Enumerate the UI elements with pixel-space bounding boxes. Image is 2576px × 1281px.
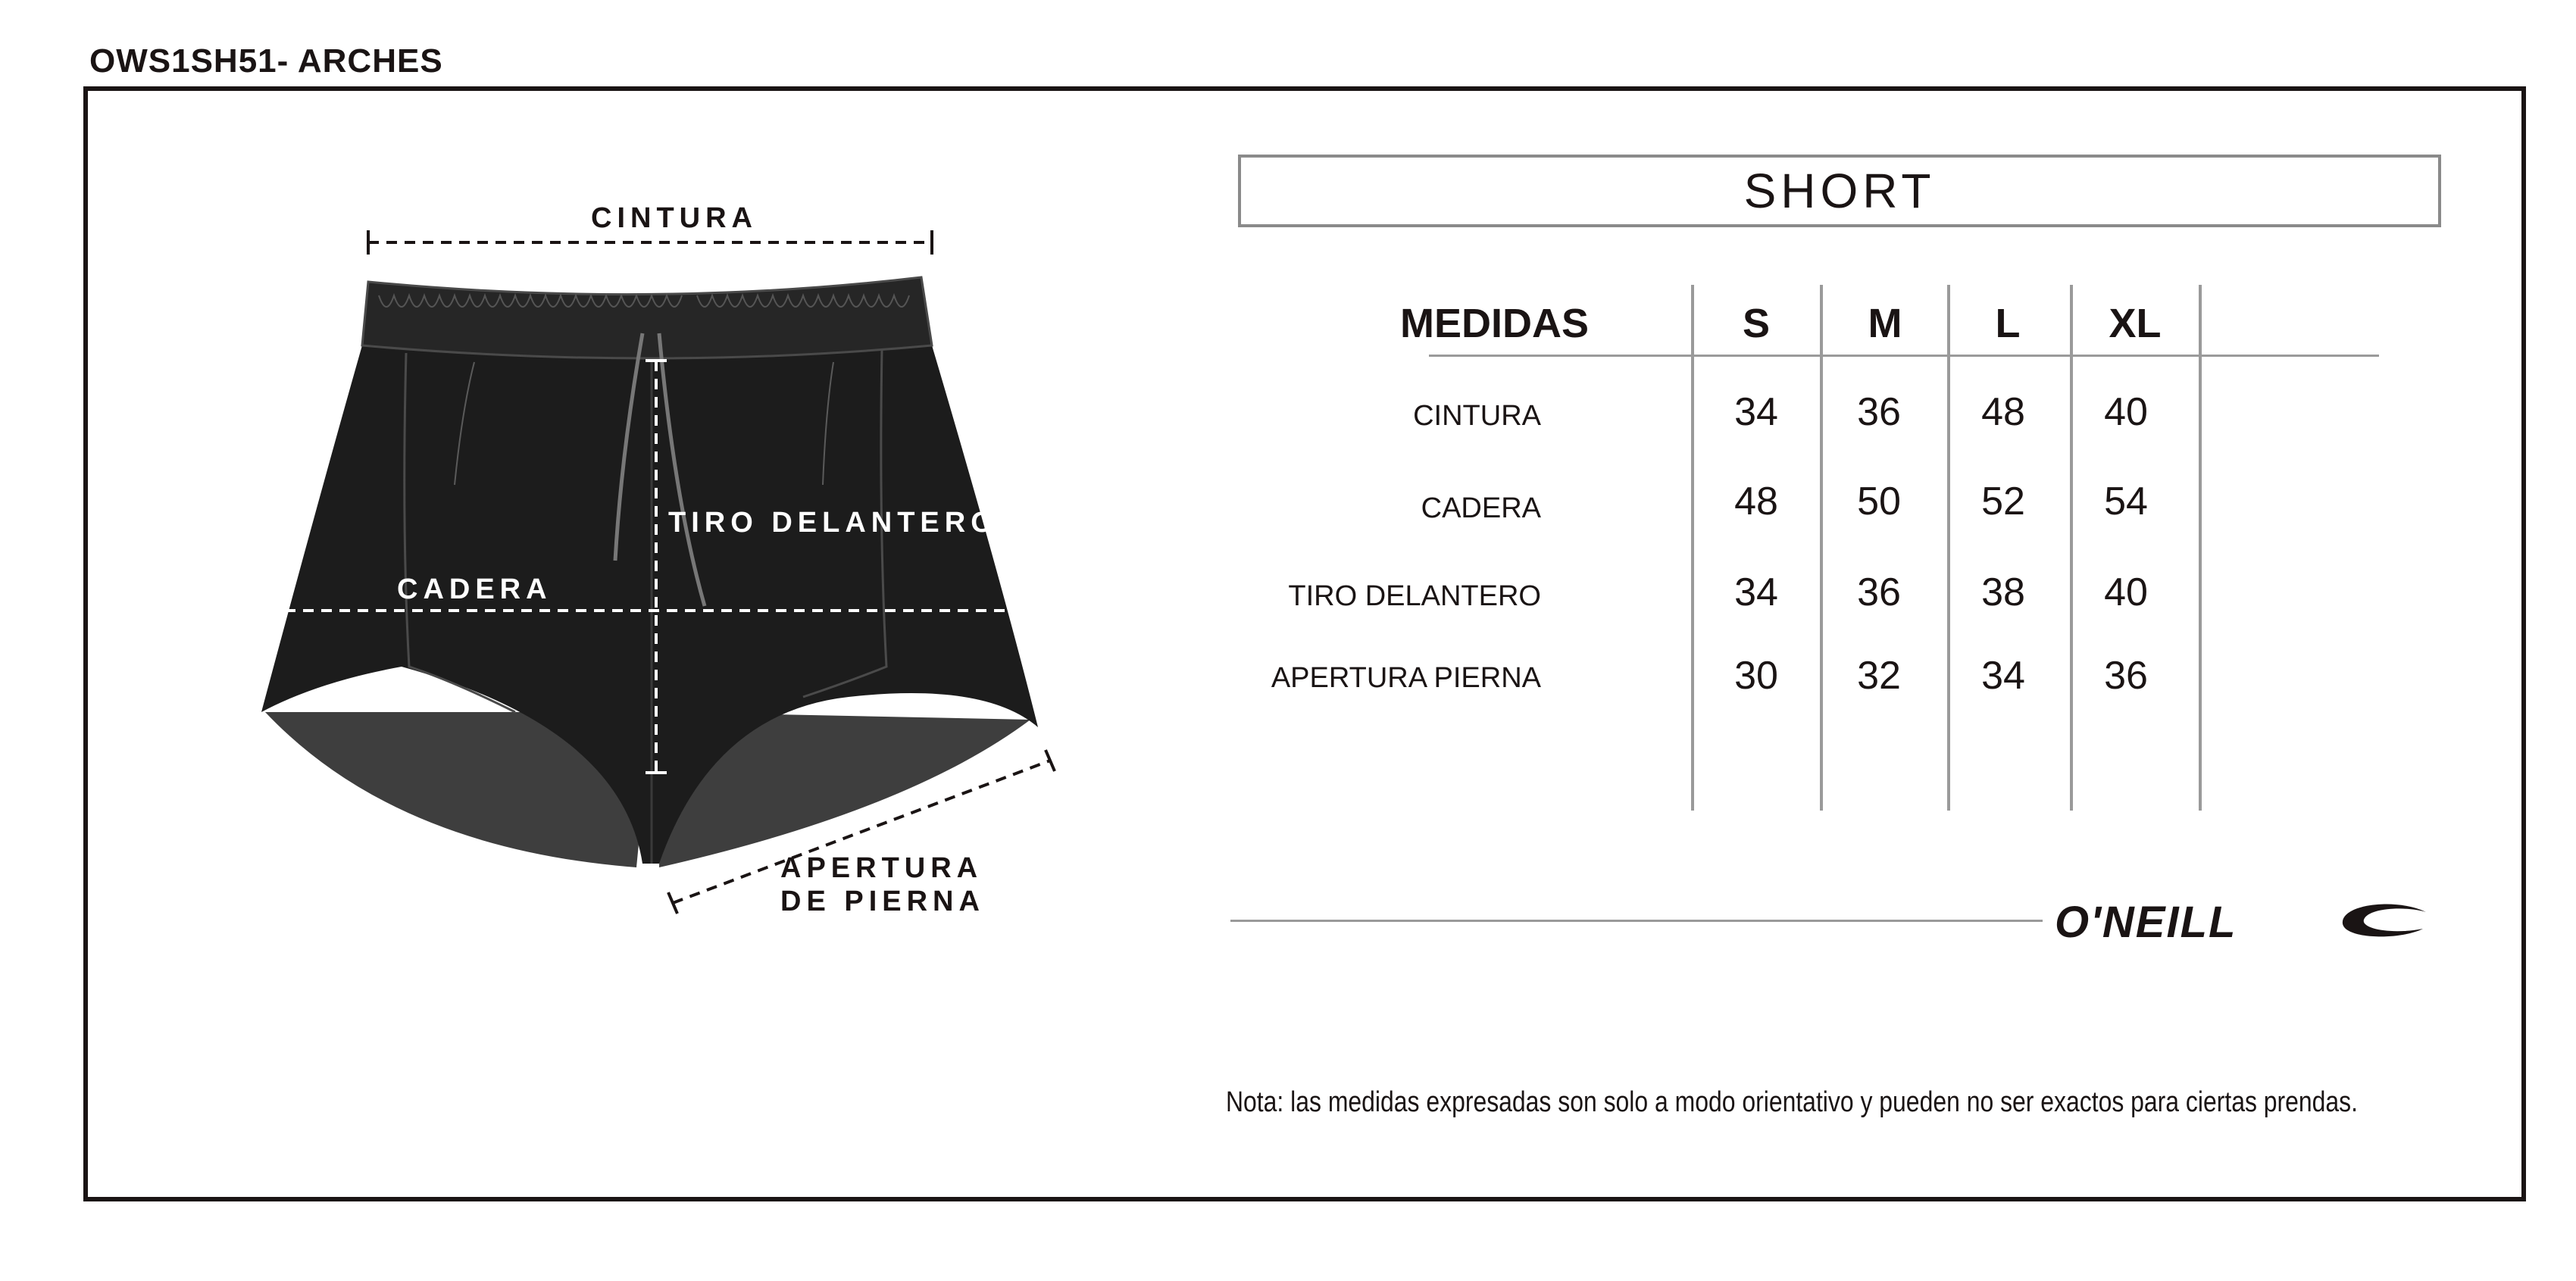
table-cell: 52 [1981,480,2025,523]
column-divider [2199,285,2202,811]
table-cell: 38 [1981,570,2025,614]
chart-title: SHORT [1743,164,1936,218]
oneill-wave-icon [2338,898,2429,941]
label-waist: CINTURA [591,202,758,234]
table-cell: 34 [1734,390,1778,434]
chart-title-box [1238,155,2441,227]
table-cell: 48 [1734,480,1778,523]
row-label: TIRO DELANTERO [1288,580,1541,612]
label-leg-opening-line2: DE PIERNA [780,886,985,917]
table-cell: 32 [1857,654,1901,698]
shorts-drawing [227,182,1099,932]
header-size-l: L [1995,301,2021,346]
product-code: OWS1SH51- ARCHES [89,42,443,80]
table-cell: 34 [1981,654,2025,698]
size-table [1271,285,2379,815]
header-size-s: S [1742,301,1771,346]
row-label: APERTURA PIERNA [1271,662,1541,694]
disclaimer-note: Nota: las medidas expresadas son solo a modo orientativo y pueden no ser exactos para ciertas prendas. [1226,1086,2359,1118]
shorts-illustration [227,182,1099,932]
table-cell: 36 [2104,654,2148,698]
label-front-rise: TIRO DELANTERO [668,507,999,539]
table-cell: 30 [1734,654,1778,698]
table-cell: 40 [2104,570,2148,614]
table-cell: 40 [2104,390,2148,434]
table-cell: 36 [1857,390,1901,434]
table-cell: 50 [1857,480,1901,523]
header-size-xl: XL [2109,301,2162,346]
table-cell: 36 [1857,570,1901,614]
header-divider [1429,355,2379,357]
column-divider [2070,285,2073,811]
column-divider [1820,285,1823,811]
label-leg-opening-line1: APERTURA [780,852,983,884]
footer-divider [1230,920,2043,922]
brand-name: O'NEILL [2055,898,2237,947]
table-cell: 34 [1734,570,1778,614]
header-medidas: MEDIDAS [1400,301,1590,346]
column-divider [1947,285,1950,811]
table-cell: 48 [1981,390,2025,434]
table-cell: 54 [2104,480,2148,523]
column-divider [1691,285,1694,811]
row-label: CINTURA [1413,400,1541,432]
label-hip: CADERA [397,573,552,605]
header-size-m: M [1868,301,1902,346]
row-label: CADERA [1421,492,1541,524]
